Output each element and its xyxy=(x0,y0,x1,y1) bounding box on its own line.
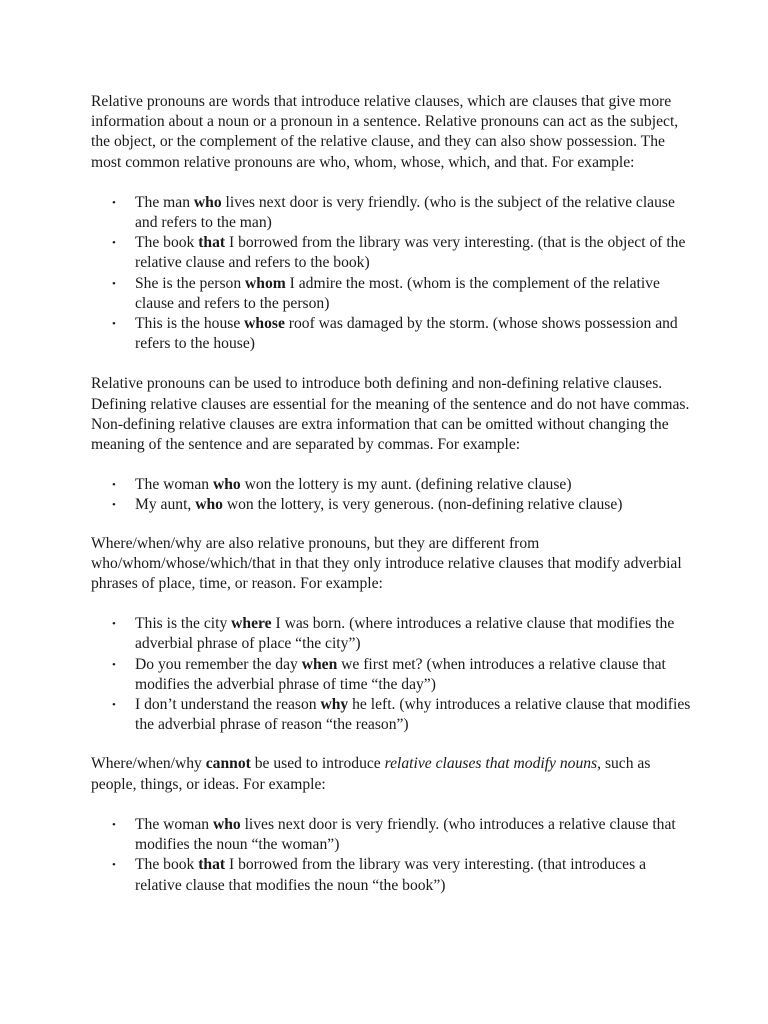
cannot-paragraph: Where/when/why cannot be used to introduce relative clauses that modify nouns, such as people, things, or ideas. For example: xyxy=(91,755,651,793)
bullet-icon: • xyxy=(112,277,116,290)
bullet-icon: • xyxy=(112,499,116,512)
keyword: who xyxy=(212,476,241,494)
keyword: why xyxy=(320,696,349,714)
list-item: • She is the person whom I admire the most. (whom is the complement of the relative clause and refers to the person) xyxy=(112,274,660,312)
examples-list-defining xyxy=(91,475,691,515)
keyword: whom xyxy=(245,274,286,292)
list-item: • My aunt, who won the lottery, is very generous. (non-defining relative clause) xyxy=(91,495,691,515)
list-item: • The woman who lives next door is very friendly. (who introduces a relative clause that modifies the noun “the woman”) xyxy=(112,815,676,854)
keyword: who xyxy=(212,815,241,833)
list-item: • This is the house whose roof was damaged by the storm. (whose shows possession and refers to the house) xyxy=(112,315,678,353)
bullet-icon: • xyxy=(112,618,116,631)
examples-list-nouns xyxy=(91,815,691,896)
keyword: whose xyxy=(244,315,285,333)
adverbial-paragraph: Where/when/why are also relative pronouns, but they are different from who/whom/whose/which/that in that they only introduce relative clauses that modify adverbial phrases of place, time, or reason. For example: xyxy=(91,534,682,593)
list-item: • The man who lives next door is very friendly. (who is the subject of the relative clause and refers to the man) xyxy=(112,193,675,232)
keyword: who xyxy=(193,193,222,211)
examples-list-pronouns xyxy=(91,193,691,355)
list-item: • The book that I borrowed from the library was very interesting. (that introduces a relative clause that modifies the noun “the book”) xyxy=(112,856,646,894)
bullet-icon: • xyxy=(112,479,116,492)
bullet-icon: • xyxy=(112,859,116,872)
keyword: where xyxy=(231,615,272,633)
keyword: who xyxy=(195,496,223,514)
bullet-icon: • xyxy=(112,818,116,831)
list-item: • This is the city where I was born. (where introduces a relative clause that modifies the adverbial phrase of place “the city”) xyxy=(112,615,675,653)
bullet-icon: • xyxy=(112,237,116,250)
intro-paragraph: Relative pronouns are words that introduce relative clauses, which are clauses that give more information about a noun or a pronoun in a sentence. Relative pronouns can act as the subject, the object, or the complement of the relative clause, and they can also show possession. The most common relative pronouns are who, whom, whose, which, and that. For example: xyxy=(91,93,679,171)
bullet-icon: • xyxy=(112,658,116,671)
document-page xyxy=(91,92,691,896)
list-item: • I don’t understand the reason why he left. (why introduces a relative clause that modifies the adverbial phrase of reason “the reason”) xyxy=(112,696,691,734)
keyword: that xyxy=(198,234,226,252)
keyword: cannot xyxy=(205,755,251,773)
defining-paragraph: Relative pronouns can be used to introduce both defining and non-defining relative clauses. Defining relative clauses are essential for the meaning of the sentence and do not have commas. Non-defining relative clauses are extra information that can be omitted without changing the meaning of the sentence and are separated by commas. For example: xyxy=(91,375,690,454)
list-item: • The book that I borrowed from the library was very interesting. (that is the object of the relative clause and refers to the book) xyxy=(112,234,686,272)
list-item: • Do you remember the day when we first met? (when introduces a relative clause that modifies the adverbial phrase of time “the day”) xyxy=(112,655,666,693)
list-item: • The woman who won the lottery is my aunt. (defining relative clause) xyxy=(91,475,691,495)
bullet-icon: • xyxy=(112,318,116,331)
emphasis: relative clauses that modify nouns xyxy=(384,755,598,773)
bullet-icon: • xyxy=(112,196,116,209)
bullet-icon: • xyxy=(112,699,116,712)
keyword: that xyxy=(198,856,226,874)
examples-list-adverbial xyxy=(91,614,691,735)
keyword: when xyxy=(301,655,338,673)
